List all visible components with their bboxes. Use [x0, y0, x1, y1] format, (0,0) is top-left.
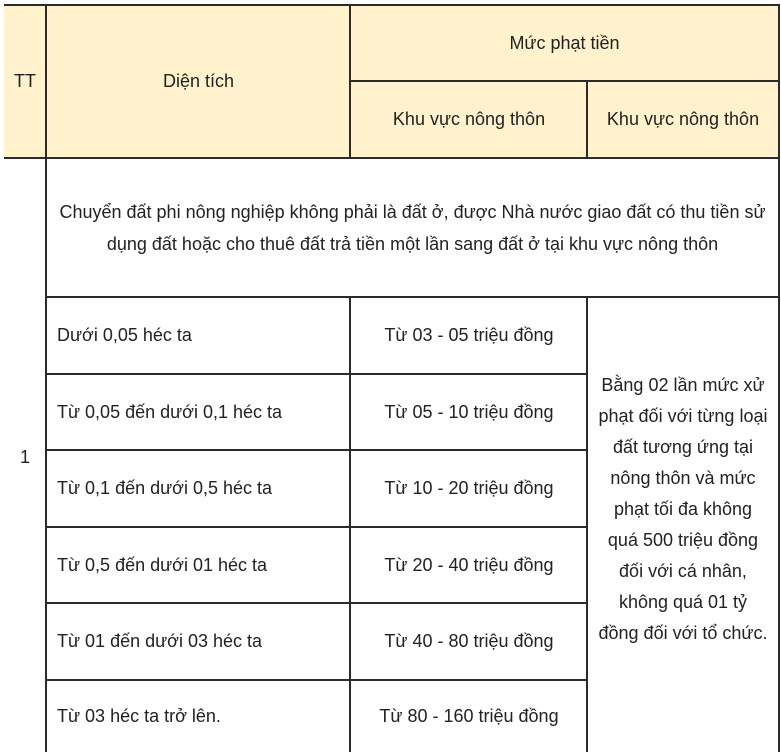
- border-row-2: [46, 526, 588, 528]
- row-4-area: [47, 604, 350, 679]
- row-1-area: [47, 375, 350, 450]
- row-0-fine: [351, 298, 587, 373]
- border-row-3: [46, 602, 588, 604]
- row-5-fine-text: Từ 80 - 160 triệu đồng: [379, 706, 559, 726]
- row-0-area-text: Dưới 0,05 héc ta: [57, 325, 192, 345]
- border-header-bottom: [4, 157, 779, 159]
- border-col-rural-body: [586, 296, 588, 752]
- row-2-fine: [351, 451, 587, 526]
- row-2-area: [47, 451, 350, 526]
- row-4-fine-text: Từ 40 - 80 triệu đồng: [384, 631, 554, 651]
- row-5-area-text: Từ 03 héc ta trở lên.: [57, 706, 221, 726]
- border-row-4: [46, 679, 588, 681]
- row-2-area-text: Từ 0,1 đến dưới 0,5 héc ta: [57, 478, 273, 498]
- row-1-area-text: Từ 0,05 đến dưới 0,1 héc ta: [57, 402, 283, 422]
- border-header-split: [350, 80, 779, 82]
- row-4-fine: [351, 604, 587, 679]
- urban-fine-note: Bằng 02 lần mức xử phạt đối với từng loại đất tương ứng tại nông thôn và mức phạt tối đa không quá 500 triệu đồng đối với cá nhân, không quá 01 tỷ đồng đối với tổ chức.: [598, 375, 768, 643]
- header-rural-1: [351, 82, 587, 157]
- border-col-area-body: [349, 296, 351, 752]
- row-4-area-text: Từ 01 đến dưới 03 héc ta: [57, 631, 263, 651]
- row-0-fine-text: Từ 03 - 05 triệu đồng: [384, 325, 554, 345]
- group-number: 1: [19, 447, 30, 467]
- row-2-fine-text: Từ 10 - 20 triệu đồng: [384, 478, 554, 498]
- header-rural-2-label: Khu vực nông thôn: [606, 109, 760, 129]
- group-description-cell: [47, 159, 778, 296]
- border-top: [4, 4, 779, 6]
- header-tt-label: TT: [14, 71, 36, 91]
- header-fine-group-label: Mức phạt tiền: [509, 33, 620, 53]
- border-col-rural-header: [586, 80, 588, 159]
- border-col-tt: [45, 4, 47, 752]
- group-description: Chuyển đất phi nông nghiệp không phải là đất ở, được Nhà nước giao đất có thu tiền sử dụng đất hoặc cho thuê đất trả tiền một lần sang đất ở tại khu vực nông thôn: [59, 201, 766, 254]
- row-3-fine-text: Từ 20 - 40 triệu đồng: [384, 555, 554, 575]
- border-right: [778, 4, 780, 752]
- row-3-area-text: Từ 0,5 đến dưới 01 héc ta: [57, 555, 268, 575]
- header-rural-1-label: Khu vực nông thôn: [392, 109, 546, 129]
- row-0-area: [47, 298, 350, 373]
- row-5-fine: [351, 681, 587, 752]
- row-5-area: [47, 681, 350, 752]
- border-col-area-header: [349, 4, 351, 159]
- header-fine-group: [351, 6, 778, 81]
- row-1-fine-text: Từ 05 - 10 triệu đồng: [384, 402, 554, 422]
- header-rural-2: [588, 82, 778, 157]
- border-row-1: [46, 449, 588, 451]
- header-area: [47, 6, 350, 157]
- border-desc-bottom: [46, 296, 779, 298]
- row-3-area: [47, 528, 350, 603]
- row-3-fine: [351, 528, 587, 603]
- header-area-label: Diện tích: [162, 71, 235, 91]
- row-1-fine: [351, 375, 587, 450]
- group-number-cell: [4, 159, 46, 752]
- header-tt: [4, 6, 46, 157]
- border-row-0: [46, 373, 588, 375]
- urban-fine-note-cell: [588, 298, 778, 752]
